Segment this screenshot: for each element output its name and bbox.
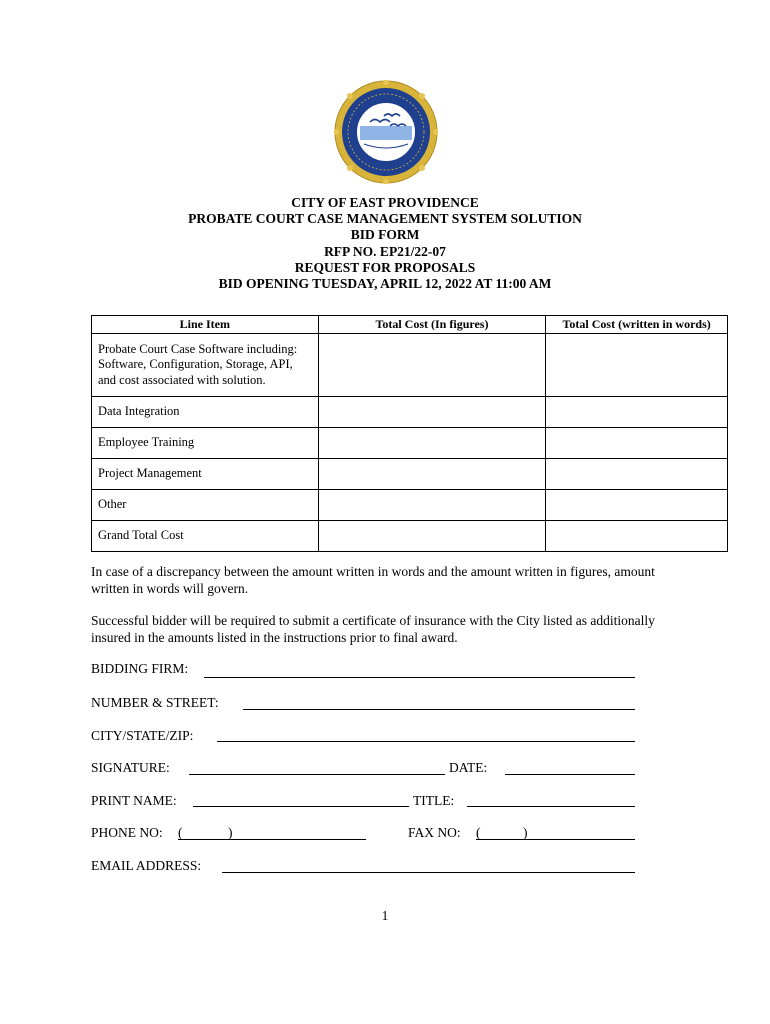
project-title-heading: PROBATE COURT CASE MANAGEMENT SYSTEM SOLUTION	[188, 211, 582, 227]
line-item-cell: Grand Total Cost	[92, 521, 319, 552]
form-type-heading: BID FORM	[350, 227, 420, 243]
line-item-cell: Data Integration	[92, 397, 319, 428]
email-label: EMAIL ADDRESS:	[91, 858, 202, 873]
signature-line[interactable]	[189, 774, 445, 775]
discrepancy-note: In case of a discrepancy between the amount written in words and the amount written in figures, amount written in words will govern.	[91, 564, 655, 596]
cost-figures-cell[interactable]	[318, 459, 546, 490]
table-row	[92, 459, 728, 490]
cost-words-cell[interactable]	[546, 490, 728, 521]
bid-opening-heading: BID OPENING TUESDAY, APRIL 12, 2022 AT 11:00 AM	[218, 276, 552, 292]
table-row	[92, 490, 728, 521]
cost-words-cell[interactable]	[546, 459, 728, 490]
fax-area-open-paren: (	[476, 825, 481, 840]
column-header-line-item: Line Item	[92, 316, 319, 334]
cost-figures-cell[interactable]	[318, 334, 546, 397]
line-item-cell: Probate Court Case Software including: Software, Configuration, Storage, API, and cost associated with solution.	[92, 334, 319, 397]
line-item-cell: Employee Training	[92, 428, 319, 459]
fax-area-close-paren: )	[523, 825, 528, 840]
line-item-cell: Project Management	[92, 459, 319, 490]
table-row	[92, 397, 728, 428]
bidding-firm-label: BIDDING FIRM:	[91, 661, 189, 676]
cost-words-cell[interactable]	[546, 397, 728, 428]
email-line[interactable]	[222, 872, 635, 873]
fax-label: FAX NO:	[408, 825, 461, 840]
city-state-zip-line[interactable]	[217, 741, 635, 742]
title-line[interactable]	[467, 806, 635, 807]
line-item-cell: Other	[92, 490, 319, 521]
cost-words-cell[interactable]	[546, 334, 728, 397]
bid-cost-table	[91, 315, 728, 552]
column-header-cost-figures: Total Cost (In figures)	[318, 316, 546, 334]
table-row	[92, 334, 728, 397]
table-header-row	[92, 316, 728, 334]
column-header-cost-words: Total Cost (written in words)	[546, 316, 728, 334]
city-state-zip-label: CITY/STATE/ZIP:	[91, 728, 194, 743]
city-name-heading: CITY OF EAST PROVIDENCE	[291, 195, 479, 210]
date-label: DATE:	[449, 760, 488, 775]
print-name-label: PRINT NAME:	[91, 793, 177, 808]
table-row	[92, 428, 728, 459]
cost-figures-cell[interactable]	[318, 490, 546, 521]
table-row	[92, 521, 728, 552]
request-heading: REQUEST FOR PROPOSALS	[294, 259, 476, 275]
signature-label: SIGNATURE:	[91, 760, 170, 775]
cost-figures-cell[interactable]	[318, 397, 546, 428]
phone-area-open-paren: (	[178, 825, 183, 840]
city-seal-logo	[334, 80, 438, 184]
print-name-line[interactable]	[193, 806, 409, 807]
rfp-number-heading: RFP NO. EP21/22-07	[324, 243, 446, 259]
cost-figures-cell[interactable]	[318, 428, 546, 459]
phone-line[interactable]	[178, 839, 366, 840]
document-title-block	[0, 195, 770, 292]
title-label: TITLE:	[413, 793, 455, 808]
cost-words-cell[interactable]	[546, 428, 728, 459]
number-street-label: NUMBER & STREET:	[91, 695, 219, 710]
insurance-note: Successful bidder will be required to submit a certificate of insurance with the City listed as additionally insured in the amounts listed in the instructions prior to final award.	[91, 613, 655, 645]
cost-words-cell[interactable]	[546, 521, 728, 552]
cost-figures-cell[interactable]	[318, 521, 546, 552]
phone-area-close-paren: )	[228, 825, 233, 840]
page-number: 1	[381, 908, 389, 923]
bidding-firm-line[interactable]	[204, 677, 635, 678]
phone-label: PHONE NO:	[91, 825, 163, 840]
fax-line[interactable]	[476, 839, 635, 840]
number-street-line[interactable]	[243, 709, 635, 710]
date-line[interactable]	[505, 774, 635, 775]
